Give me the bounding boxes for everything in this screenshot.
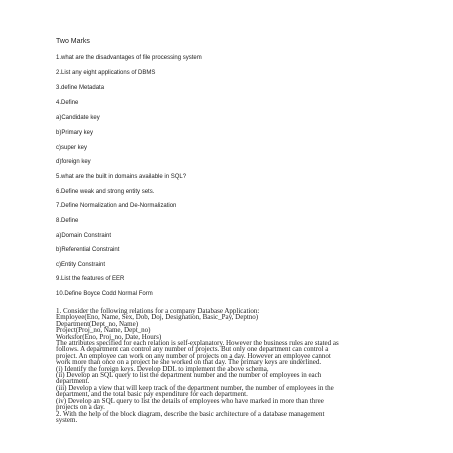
long-question-line: 2. With the help of the block diagram, describe the basic architecture of a database management: [56, 409, 325, 418]
long-questions-block: [56, 308, 401, 423]
long-question-line: system.: [56, 415, 78, 424]
question-2: 2.List any eight applications of DBMS: [56, 70, 156, 76]
question-4d: d)foreign key: [56, 159, 91, 165]
question-3: 3.define Metadata: [56, 85, 105, 91]
question-4c: c)super key: [56, 145, 88, 151]
question-6: 6.Define weak and strong entity sets.: [56, 189, 155, 195]
question-8a: a)Domain Constraint: [56, 233, 112, 239]
question-4b: b)Primary key: [56, 130, 94, 136]
question-8c: c)Entity Constraint: [56, 262, 106, 268]
question-5: 5.what are the built in domains available in SQL?: [56, 174, 187, 180]
section-heading: Two Marks: [56, 38, 90, 45]
long-question-line: Department(Dept_no, Name): [56, 319, 139, 328]
long-question-line: (iii) Develop a view that will keep track of the department number, the number of employees in the: [56, 383, 334, 392]
long-question-line: department, and the total basic pay expenditure for each department.: [56, 390, 248, 399]
long-question-line: Worksfor(Eno, Proj_no, Date, Hours): [56, 332, 162, 341]
question-7: 7.Define Normalization and De-Normalization: [56, 203, 177, 209]
long-question-line: project. An employee can work on any number of projects on a day. However an employee cannot: [56, 351, 331, 360]
question-8: 8.Define: [56, 218, 79, 224]
long-question-line: (iv) Develop an SQL query to list the details of employees who have marked in more than three: [56, 396, 324, 405]
question-8b: b)Referential Constraint: [56, 247, 120, 253]
question-4: 4.Define: [56, 100, 79, 106]
question-10: 10.Define Boyce Codd Normal Form: [56, 291, 153, 297]
long-question-line: The attributes specified for each relation is self-explanatory. However the business rules are stated as: [56, 339, 339, 348]
question-9: 9.List the features of EER: [56, 276, 125, 282]
long-question-line: Project(Proj_no, Name, Dept_no): [56, 326, 151, 335]
long-question-line: work more than once on a project he she worked on that day. The primary keys are underlined.: [56, 358, 322, 367]
long-question-line: (i) Identify the foreign keys. Develop DDL to implement the above schema.: [56, 364, 269, 373]
long-question-line: Employee(Eno, Name, Sex, Dob, Doj, Designation, Basic_Pay, Deptno): [56, 313, 259, 322]
question-4a: a)Candidate key: [56, 115, 100, 121]
long-question-line: (ii) Develop an SQL query to list the department number and the number of employees in each: [56, 371, 322, 380]
long-question-line: follows. A department can control any number of projects. But only one department can control a: [56, 345, 329, 354]
question-1: 1.what are the disadvantages of file processing system: [56, 55, 202, 61]
long-question-line: department.: [56, 377, 90, 386]
long-question-line: projects on a day.: [56, 403, 105, 412]
long-question-line: 1. Consider the following relations for a company Database Application:: [56, 307, 260, 315]
